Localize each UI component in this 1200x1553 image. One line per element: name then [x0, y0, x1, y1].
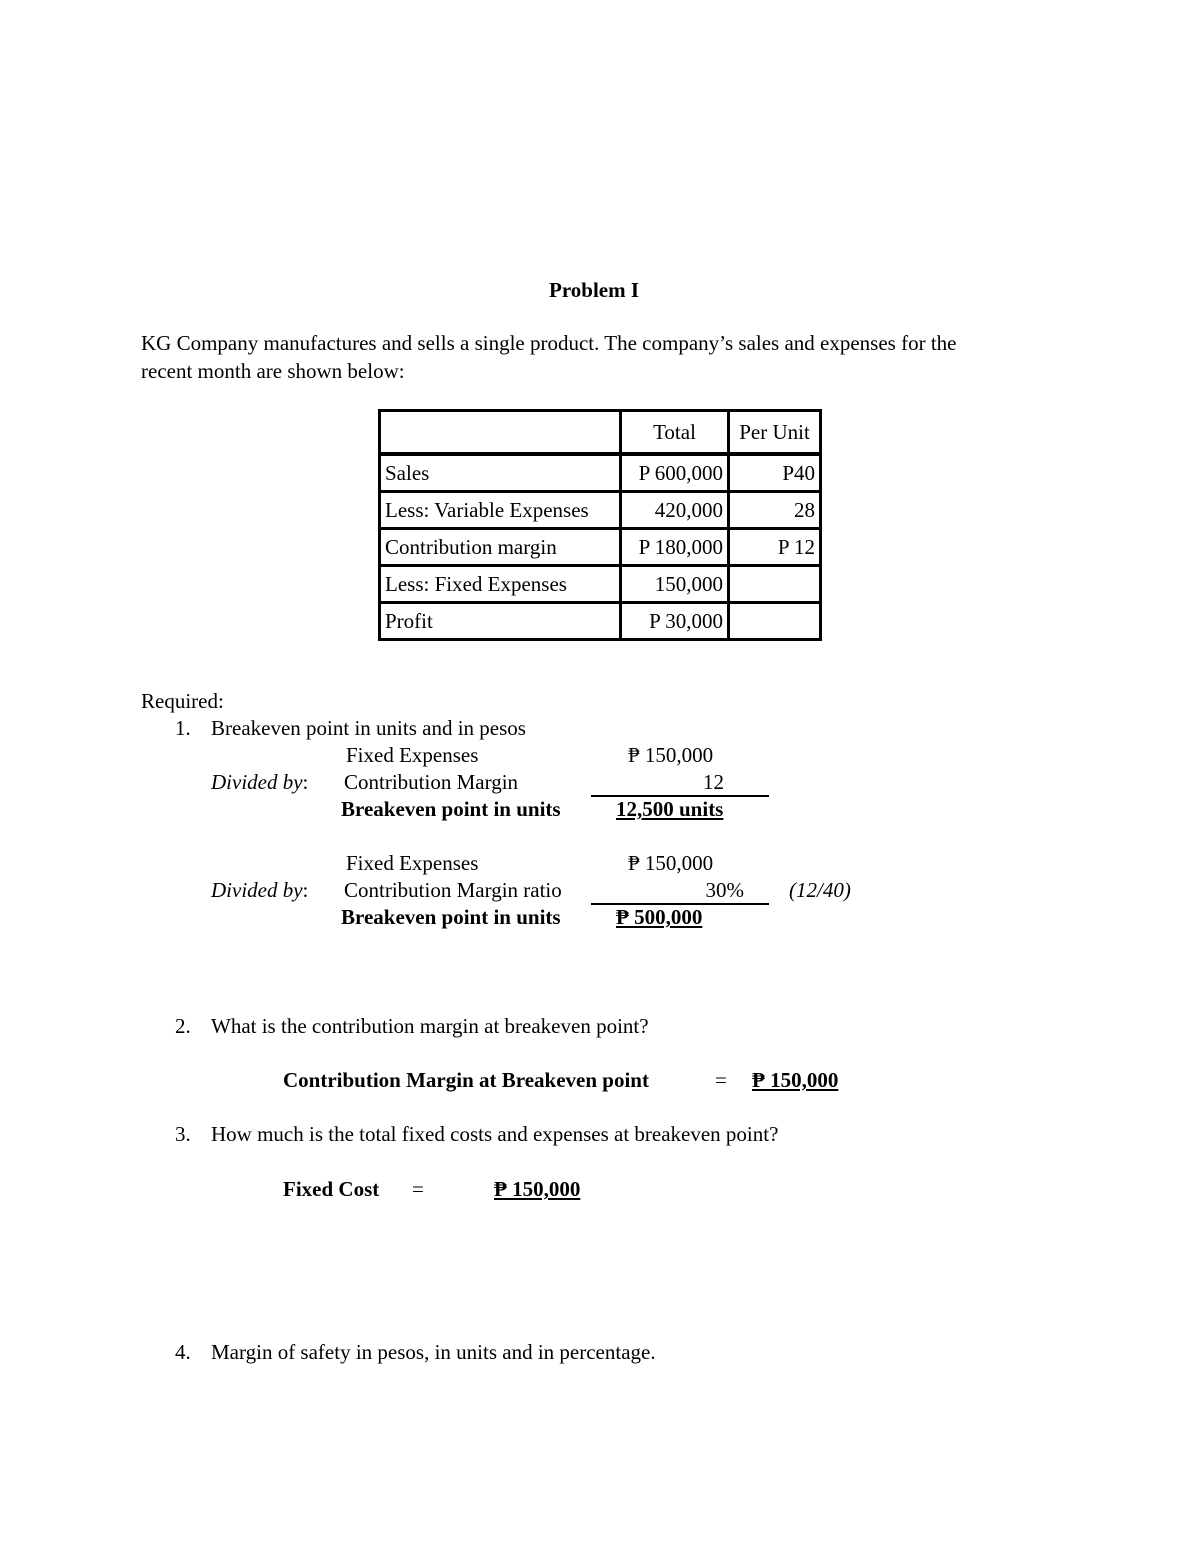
table-cell: 28 [729, 492, 821, 529]
calc2-divided-by: Divided by: [211, 878, 309, 902]
table-row [380, 492, 821, 529]
table-header-cell: Per Unit [729, 411, 821, 455]
table-cell: Less: Variable Expenses [380, 492, 621, 529]
q3-number: 3. [175, 1122, 191, 1146]
table-cell: 150,000 [621, 566, 729, 603]
table-cell: 420,000 [621, 492, 729, 529]
q3-answer-value: ₱ 150,000 [494, 1177, 581, 1201]
page-title: Problem I [549, 278, 640, 302]
table-row [380, 454, 821, 492]
calc1-fixed-label: Fixed Expenses [346, 743, 479, 767]
calc1-result-label: Breakeven point in units [341, 797, 561, 821]
q2-answer-value: ₱ 150,000 [752, 1068, 839, 1092]
table-row [380, 529, 821, 566]
calc2-result-value: ₱ 500,000 [616, 905, 703, 929]
q3-equals: = [412, 1177, 424, 1201]
calc1-cm-value: 12 [703, 770, 724, 794]
table-header-cell: Total [621, 411, 729, 455]
required-label: Required: [141, 689, 224, 713]
table-cell: Less: Fixed Expenses [380, 566, 621, 603]
table-header-cell [380, 411, 621, 455]
table-cell: P 600,000 [621, 454, 729, 492]
calc1-fixed-value: ₱ 150,000 [628, 743, 714, 767]
calc2-fixed-value: ₱ 150,000 [628, 851, 714, 875]
q3-text: How much is the total fixed costs and expenses at breakeven point? [211, 1122, 779, 1146]
table-cell: Profit [380, 603, 621, 640]
calc2-fixed-label: Fixed Expenses [346, 851, 479, 875]
calc1-result-value: 12,500 units [616, 797, 724, 821]
calc1-cm-label: Contribution Margin [344, 770, 519, 794]
table-cell [729, 566, 821, 603]
q2-answer-label: Contribution Margin at Breakeven point [283, 1068, 649, 1092]
calc1-divided-by: Divided by: [211, 770, 309, 794]
table-header-row [380, 411, 821, 455]
q2-text: What is the contribution margin at breakeven point? [211, 1014, 649, 1038]
table-cell [729, 603, 821, 640]
table-cell: P 180,000 [621, 529, 729, 566]
table-row [380, 566, 821, 603]
intro-line-1: KG Company manufactures and sells a single product. The company’s sales and expenses for the [141, 331, 957, 355]
table-cell: Sales [380, 454, 621, 492]
q4-number: 4. [175, 1340, 191, 1364]
calc2-cm-value: 30% [705, 878, 744, 902]
table-cell: P40 [729, 454, 821, 492]
q1-number: 1. [175, 716, 191, 740]
table-cell: P 30,000 [621, 603, 729, 640]
calc2-result-label: Breakeven point in units [341, 905, 561, 929]
q4-text: Margin of safety in pesos, in units and in percentage. [211, 1340, 656, 1364]
table-cell: P 12 [729, 529, 821, 566]
q1-text: Breakeven point in units and in pesos [211, 716, 526, 740]
intro-line-2: recent month are shown below: [141, 359, 405, 383]
q2-equals: = [715, 1068, 727, 1092]
q3-answer-label: Fixed Cost [283, 1177, 380, 1201]
q2-number: 2. [175, 1014, 191, 1038]
calc2-cm-label: Contribution Margin ratio [344, 878, 562, 902]
table-cell: Contribution margin [380, 529, 621, 566]
sales-expenses-table [378, 409, 822, 641]
calc2-note: (12/40) [789, 878, 851, 902]
table-row [380, 603, 821, 640]
